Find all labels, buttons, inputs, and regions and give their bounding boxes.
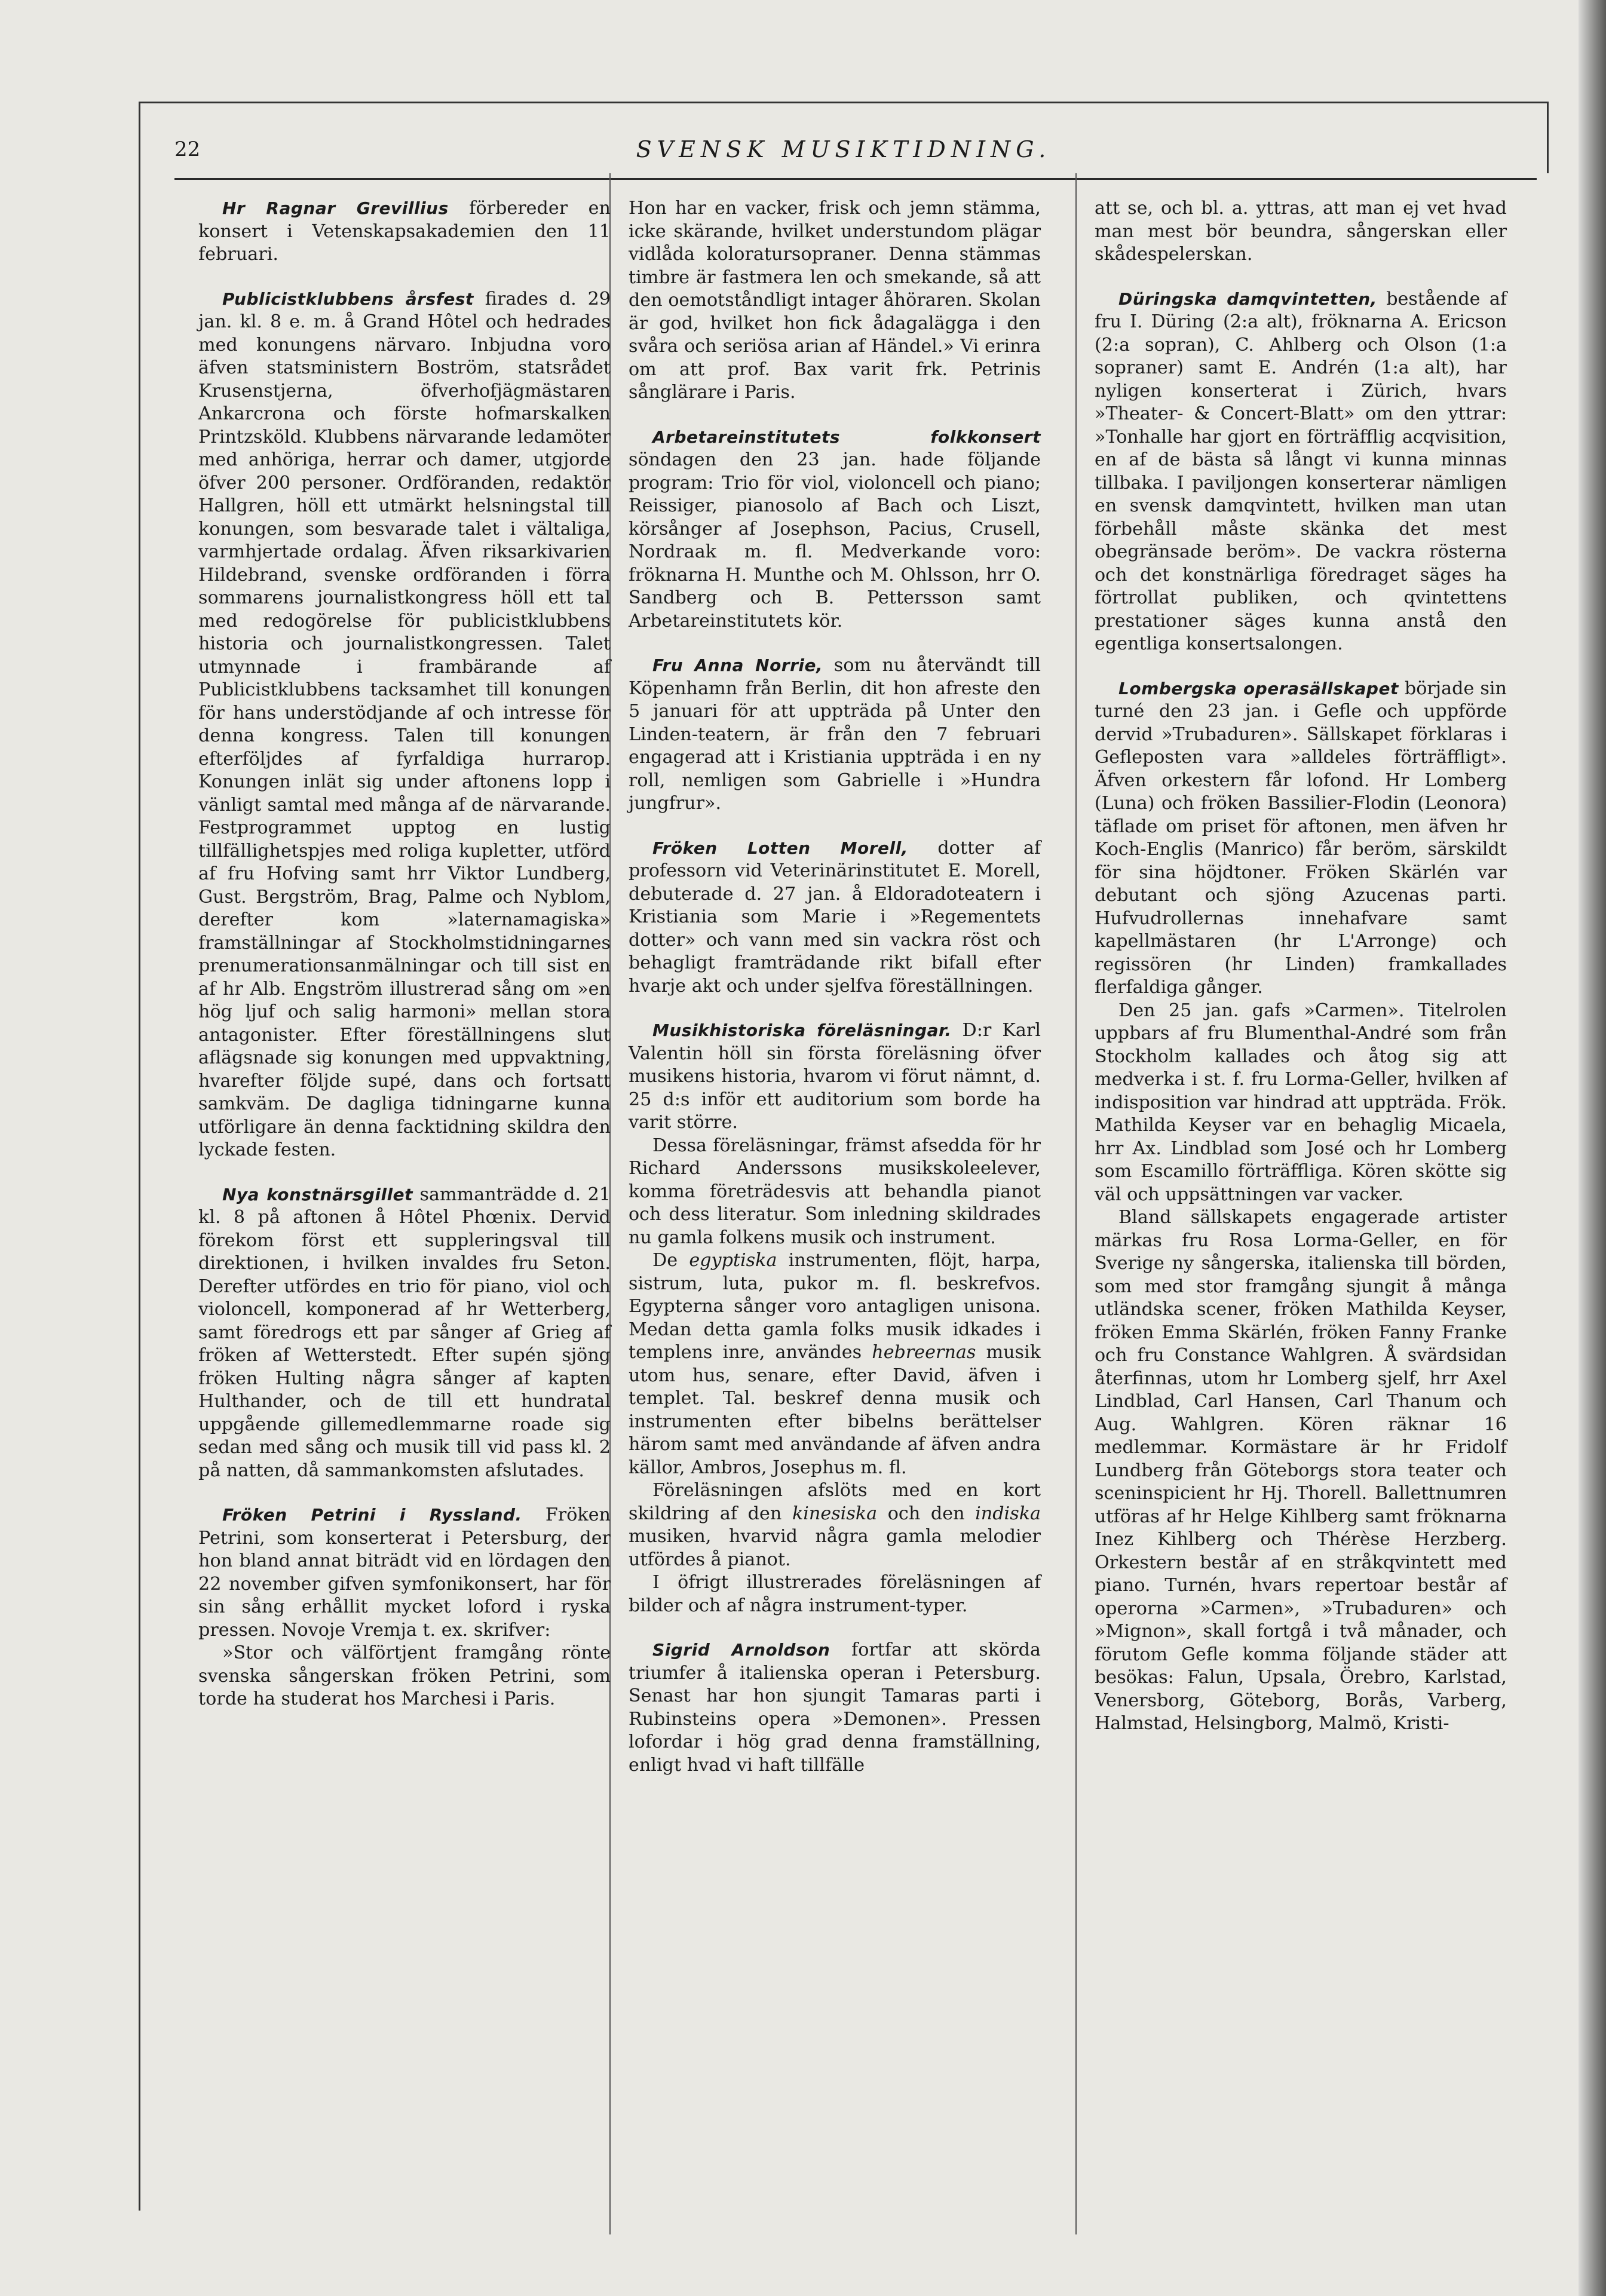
running-title: SVENSK MUSIKTIDNING.	[636, 136, 1052, 163]
article-arnoldson-continued	[1095, 197, 1507, 266]
article-text: dotter af professorn vid Veterinärinstitutet E. Morell, debuterade d. 27 jan. å Eldoradoteatern i Kristiania som Marie i »Regementets dotter» och vann med sin vackra röst och behagligt framträdande rikt bifall efter hvarje akt och under sjelfva föreställningen.	[629, 837, 1041, 997]
article-duringska	[1095, 288, 1507, 656]
article-lead: Hr Ragnar Grevillius	[222, 198, 449, 218]
article-lead: Publicistklubbens årsfest	[222, 289, 474, 309]
column-2	[629, 197, 1041, 1798]
scan-edge	[1579, 0, 1606, 2296]
article-publicistklubben	[198, 288, 611, 1162]
article-paragraph: De egyptiska instrumenten, flöjt, harpa, sistrum, luta, pukor m. fl. beskrefvos. Egypterna sånger voro antagligen unisona. Medan detta gamla folks musik idkades i templens inre, användes hebreernas musik utom hus, senare, efter David, äfven i templet. Tal. beskref denna musik och instrumenten efter bibelns berättelser härom samt med användande af äfven andra källor, Ambros, Josephus m. fl.	[629, 1250, 1041, 1478]
newspaper-page	[139, 102, 1549, 2252]
article-text: sammanträdde d. 21 kl. 8 på aftonen å Hôtel Phœnix. Dervid förekom först ett suppleringsval till direktionen, i hvilken invaldes fru Seton. Derefter utfördes en trio för piano, viol och violoncell, komponerad af hr Wetterberg, samt föredrogs ett par sånger af Grieg af fröken af Wetterstedt. Efter supén sjöng fröken Hulting några sånger af kapten Hulthander, och de till ett hundratal uppgående gillemedlemmarne roade sig sedan med sång och musik till vid pass kl. 2 på natten, då sammankomsten afslutades.	[198, 1184, 611, 1481]
article-petrini	[198, 1504, 611, 1711]
article-arnoldson	[629, 1639, 1041, 1777]
article-text: söndagen den 23 jan. hade följande program: Trio för viol, violoncell och piano; Reissiger, pianosolo af Bach och Liszt, körsånger af Josephson, Pacius, Crusell, Nordraak m. fl. Medverkande voro: fröknarna H. Munthe och M. Ohlsson, hrr O. Sandberg och B. Pettersson samt Arbetareinstitutets kör.	[629, 449, 1041, 632]
article-lead: Musikhistoriska föreläsningar.	[652, 1020, 952, 1040]
article-paragraph: Föreläsningen afslöts med en kort skildring af den kinesiska och den indiska musiken, hvarvid några gamla melodier utfördes å pianot.	[629, 1480, 1041, 1570]
article-text: att se, och bl. a. yttras, att man ej vet hvad man mest bör beundra, sångerskan eller skådespelerskan.	[1095, 198, 1507, 265]
article-lead: Arbetareinstitutets folkkonsert	[652, 427, 1041, 447]
page-header	[139, 125, 1549, 173]
article-grevillius	[198, 197, 611, 266]
article-arbetareinstitutet	[629, 426, 1041, 633]
column-rule-2	[1075, 173, 1077, 2234]
article-lead: Fru Anna Norrie,	[652, 655, 823, 675]
article-text: Fröken Petrini, som konserterat i Petersburg, der hon bland annat biträdt vid en lördagen den 22 november gifven symfonikonsert, har för sin sång erhållit mycket loford i ryska pressen. Novoje Vremja t. ex. skrifver:	[198, 1504, 611, 1641]
article-lead: Fröken Petrini i Ryssland.	[222, 1505, 522, 1525]
article-text: Hon har en vacker, frisk och jemn stämma, icke skärande, hvilket understundom plägar vidlåda koloratursopraner. Denna stämmas timbre är fastmera len och smekande, så att den oemotståndligt intager åhöraren. Skolan är god, hvilket hon fick ådagalägga i den svåra och seriösa arian af Händel.» Vi erinra om att prof. Bax varit frk. Petrinis sånglärare i Paris.	[629, 198, 1041, 403]
article-text: fortfar att skörda triumfer å italienska operan i Petersburg. Senast har hon sjungit Tamaras parti i Rubinsteins opera »Demonen». Pressen lofordar i hög grad denna framställning, enligt hvad vi haft tillfälle	[629, 1639, 1041, 1776]
article-quote: »Stor och välförtjent framgång rönte svenska sångerskan fröken Petrini, som torde ha studerat hos Marchesi i Paris.	[198, 1642, 611, 1709]
article-text: som nu återvändt till Köpenhamn från Berlin, dit hon afreste den 5 januari för att uppträda på Unter den Linden-teatern, är från den 7 februari engagerad att i Kristiania uppträda i en ny roll, nemligen som Gabrielle i »Hundra jungfrur».	[629, 655, 1041, 814]
frame-left-rule	[139, 102, 140, 2211]
article-lead: Nya konstnärsgillet	[222, 1184, 413, 1204]
article-forelasningar	[629, 1019, 1041, 1617]
article-text: D:r Karl Valentin höll sin första föreläsning öfver musikens historia, hvarom vi förut nämnt, d. 25 d:s inför ett auditorium som borde ha varit större.	[629, 1020, 1041, 1133]
column-1	[198, 197, 611, 1733]
article-lombergska	[1095, 678, 1507, 1736]
article-paragraph: I öfrigt illustrerades föreläsningen af bilder och af några instrument-typer.	[629, 1572, 1041, 1616]
article-lead: Sigrid Arnoldson	[652, 1640, 830, 1660]
article-paragraph: Dessa föreläsningar, främst afsedda för hr Richard Anderssons musikskoleelever, komma företrädesvis att behandla pianot och dess literatur. Som inledning skildrades nu gamla folkens musik och instrument.	[629, 1135, 1041, 1248]
frame-top-rule	[139, 102, 1549, 103]
article-text: började sin turné den 23 jan. i Gefle och uppförde dervid »Trubaduren». Sällskapet förklaras i Gefleposten vara »alldeles förträffligt». Äfven orkestern får lofond. Hr Lomberg (Luna) och fröken Bassilier-Flodin (Leonora) täflade om priset för aftonen, men äfven hr Koch-Englis (Manrico) får beröm, särskildt för sina höjdtoner. Fröken Skärlén var debutant och sjöng Azucenas parti. Hufvudrollernas innehafvare samt kapellmästaren (hr L'Arronge) och regissören (hr Linden) framkallades flerfaldiga gånger.	[1095, 678, 1507, 998]
header-rule	[174, 178, 1537, 180]
page-number: 22	[174, 137, 201, 161]
article-lead: Lombergska operasällskapet	[1118, 678, 1399, 698]
article-text: bestående af fru I. Düring (2:a alt), fröknarna A. Ericson (2:a sopran), C. Ahlberg och Olson (1:a sopraner) samt E. Andrén (1:a alt), har nyligen konserterat i Zürich, hvars »Theater- & Concert-Blatt» om den yttrar: »Tonhalle har gjort en förträfflig acqvisition, en af de bästa så långt vi kunna minnas tillbaka. I paviljongen konserterar nämligen en svensk damqvintett, hvilken man utan förbehåll måste skänka det mest obegränsade beröm». De vackra rösterna och det konstnärliga föredraget säges ha förtrollat publiken, och qvintettens prestationer säges kunna anstå den egentliga konsertsalongen.	[1095, 288, 1507, 654]
article-petrini-continued	[629, 197, 1041, 404]
article-lead: Düringska damqvintetten,	[1118, 289, 1377, 309]
column-3	[1095, 197, 1507, 1757]
article-morell	[629, 837, 1041, 998]
article-konstnarsgillet	[198, 1184, 611, 1483]
article-norrie	[629, 654, 1041, 816]
article-paragraph: Den 25 jan. gafs »Carmen». Titelrolen uppbars af fru Blumenthal-André som från Stockholm kallades och åtog sig att medverka i st. f. fru Lorma-Geller, hvilken af indisposition var hindrad att uppträda. Frök. Mathilda Keyser var en behaglig Micaela, hrr Ax. Lindblad som José och hr Lomberg som Escamillo förträffliga. Kören skötte sig väl och uppsättningen var vacker.	[1095, 1000, 1507, 1205]
article-text: förbereder en konsert i Vetenskapsakademien den 11 februari.	[198, 198, 611, 265]
article-lead: Fröken Lotten Morell,	[652, 838, 908, 858]
article-paragraph: Bland sällskapets engagerade artister märkas fru Rosa Lorma-Geller, en för Sverige ny sångerska, italienska till börden, som med stor framgång sjungit å många utländska scener, fröken Mathilda Keyser, fröken Emma Skärlén, fröken Fanny Franke och fru Constance Wahlgren. Å svärdsidan återfinnas, utom hr Lomberg sjelf, hrr Axel Lindblad, Carl Hansen, Carl Thanum och Aug. Wahlgren. Kören räknar 16 medlemmar. Kormästare är hr Fridolf Lundberg från Göteborgs stora teater och sceninspicient hr Hj. Thorell. Ballettnumren utföras af hr Helge Kihlberg samt fröknarna Inez Kihlberg och Thérèse Herzberg. Orkestern består af en stråkqvintett med piano. Turnén, hvars repertoar består af operorna »Carmen», »Trubaduren» och »Mignon», skall fortgå i två månader, och förutom Gefle komma följande städer att besökas: Falun, Upsala, Örebro, Karlstad, Venersborg, Göteborg, Borås, Varberg, Halmstad, Helsingborg, Malmö, Kristi-	[1095, 1207, 1507, 1734]
article-text: firades d. 29 jan. kl. 8 e. m. å Grand Hôtel och hedrades med konungens närvaro. Inbjudna voro äfven statsministern Boström, statsrådet Krusenstjerna, öfverhofjägmästaren Ankarcrona och förste hofmarskalken Printzsköld. Klubbens närvarande ledamöter med anhöriga, herrar och damer, utgjorde öfver 200 personer. Ordföranden, redaktör Hallgren, höll ett utmärkt helsningstal till konungen, som besvarade talet i vältaliga, varmhjertade ordalag. Äfven riksarkivarien Hildebrand, svenske ordföranden i förra sommarens journalistkongress höll ett tal med redogörelse för publicistklubbens historia och journalistkongressen. Talet utmynnade i frambärande af Publicistklubbens tacksamhet till konungen för hans understödjande af och intresse för denna kongress. Talen till konungen efterföljdes af fyrfaldiga hurrarop. Konungen inlät sig under aftonens lopp i vänligt samtal med många af de närvarande. Festprogrammet upptog en lustig tillfällighetspjes med roliga kupletter, utförd af fru Hofving samt hrr Viktor Lundberg, Gust. Bergström, Brag, Palme och Nyblom, derefter kom »laternamagiska» framställningar af Stockholmstidningarnes prenumerationsanmälningar och till sist en af hr Alb. Engström illustrerad sång om »en hög ljuf och salig harmoni» mellan stora antagonister. Efter föreställningens slut aflägsnade sig konungen med uppvaktning, hvarefter följde supé, dans och fortsatt samkväm. De dagliga tidningarne kunna utförligare än denna facktidning skildra den lyckade festen.	[198, 288, 611, 1160]
